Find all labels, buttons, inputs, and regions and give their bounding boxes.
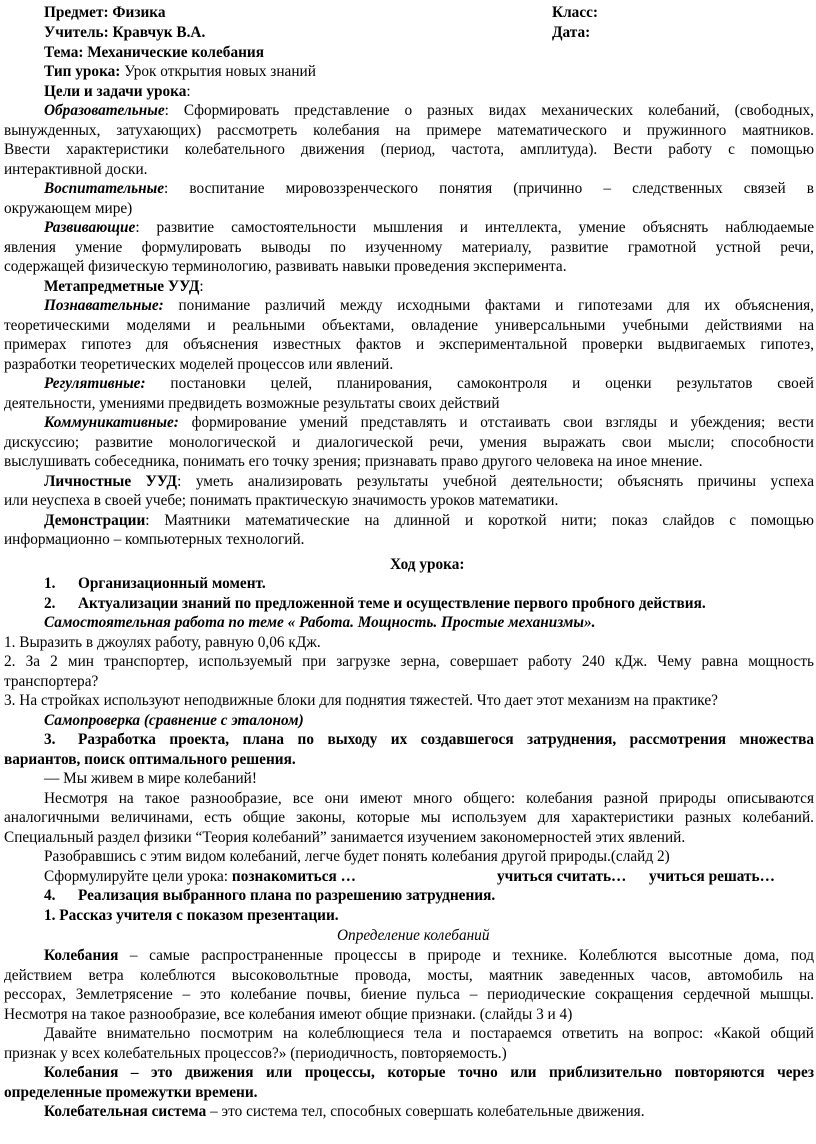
step-3-line-1 [44,730,814,750]
communicative-line-2: дискуссию; развитие монологической и диалогической речи, умения выражать свои мысли; способности [4,434,814,451]
communicative-line-3: выслушивать собеседника, понимать его точку зрения; признавать право другого человека на иное мнение. [4,453,703,470]
meta-heading [44,277,204,297]
oscillation-line-2: действием ветра колеблются высоковольтные провода, мосты, маятник заведенных часов, автомобиль на [4,967,814,984]
personal-line-1 [44,472,814,492]
system-line [44,1102,645,1122]
diversity-line-3: Специальный раздел физики “Теория колебаний” занимается изучением закономерностей этих явлений. [4,829,686,846]
task-2-line-1: 2. За 2 мин транспортер, используемый при загрузке зерна, совершает работу 240 кДж. Чему равна мощность [4,653,814,670]
lesson-type-key: Тип урока: [44,63,121,80]
topic-label: Тема: Механические колебания [44,44,264,61]
developing-line-3: содержащей физическую терминологию, развивать навыки проведения эксперимента. [4,258,567,275]
self-check: Самопроверка (сравнение с эталоном) [44,712,304,729]
step-4 [44,886,495,906]
lesson-type-value: Урок открытия новых знаний [120,63,316,80]
developing-line-1 [44,218,814,238]
educational-line-1 [44,101,814,121]
upbringing-text-1: : воспитание мировоззренческого понятия (причинно – следственных связей в [164,180,814,197]
communicative-key: Коммуникативные: [44,414,179,431]
step-3-text: Разработка проекта, плана по выходу их создавшегося затруднения, рассмотрения множества [78,731,814,748]
cognitive-key: Познавательные: [44,297,164,314]
communicative-line-1 [44,413,814,433]
teacher-label: Учитель: Кравчук В.А. [44,24,206,41]
formulate-line [44,867,356,887]
diversity-line-2: аналогичными величинами, есть общие законы, которые мы используем для характеристики разных колебаний. [4,809,814,826]
date-label: Дата: [552,24,591,41]
oscillation-line-3: рессорах, Землетрясение – это колебание почвы, биение пульса – периодические сокращения сердечной мышцы. [4,986,814,1003]
communicative-text-1: формирование умений представлять и отстаивать свои взгляды и убеждения; вести [178,414,814,431]
definition-heading: Определение колебаний [337,927,490,944]
educational-key: Образовательные [44,102,165,119]
diversity-line-1: Несмотря на такое разнообразие, все они имеют много общего: колебания разной природы описываются [44,790,814,807]
system-text: – это система тел, способных совершать колебательные движения. [206,1103,645,1120]
cognitive-text-1: понимание различий между исходными фактами и гипотезами для их объяснения, [163,297,814,314]
step-2 [44,594,706,614]
oscillation-text-1: – самые распространенные процессы в природе и технике. Колеблются высотные дома, под [118,947,814,964]
step-3-line-2: вариантов, поиск оптимального решения. [4,751,296,768]
definition-line-2: определенные промежутки времени. [4,1084,258,1101]
educational-line-2: вынужденных, затухающих) рассмотреть колебания на примере математического и пружинного маятников. [4,122,814,139]
step-1-num: 1. [44,575,56,592]
oscillation-key: Колебания [44,947,119,964]
independent-work: Самостоятельная работа по теме « Работа. Мощность. Простые механизмы». [44,614,596,631]
look-line-2: признак у всех колебательных процессов?» (периодичность, повторяемость.) [4,1045,507,1062]
demo-line-1 [44,511,814,531]
upbringing-line-2: окружающем мире) [4,200,133,217]
developing-text-1: : развитие самостоятельности мышления и интеллекта, умение объяснять наблюдаемые [135,219,814,236]
developing-line-2: явления умение формулировать выводы по изученному материалу, развитие грамотной устной речи, [4,239,814,256]
formulate-goal-3: учиться решать… [649,868,775,885]
oscillation-line-1 [44,946,814,966]
educational-line-3: Ввести характеристики колебательного движения (период, частота, амплитуда). Вести работу с помощью [4,141,814,158]
task-3: 3. На стройках используют неподвижные блоки для поднятия тяжестей. Что дает этот механизм на практике? [4,692,718,709]
personal-line-2: или неуспеха в своей учебе; понимать практическую значимость уроков математики. [4,492,559,509]
upbringing-key: Воспитательные [44,180,165,197]
understand-line: Разобравшись с этим видом колебаний, легче будет понять колебания другой природы.(слайд 2) [44,848,670,865]
educational-line-4: интерактивной доски. [4,161,148,178]
regulatory-key: Регулятивные: [44,375,146,392]
regulatory-line-2: деятельности, умениями предвидеть возможные результаты своих действий [4,395,500,412]
educational-text-1: : Сформировать представление о разных видах механических колебаний, (свободных, [164,102,814,119]
class-label: Класс: [552,4,598,21]
dash-line: — Мы живем в мире колебаний! [44,770,257,787]
look-line-1: Давайте внимательно посмотрим на колеблющиеся тела и постараемся ответить на вопрос: «Какой общий [44,1025,814,1042]
subject-label: Предмет: Физика [44,4,166,21]
goals-heading-text: Цели и задачи урока [44,83,187,100]
lesson-type-line [44,62,316,82]
demo-line-2: информационно – компьютерных технологий. [4,531,305,548]
personal-key: Личностные УУД [44,473,178,490]
cognitive-line-3: примерах гипотез для объяснения известных фактов и экспериментальной проверки выдвигаемых гипотез, [4,336,814,353]
regulatory-line-1 [44,374,814,394]
personal-text-1: : уметь анализировать результаты учебной деятельности; объяснять причины успеха [177,473,814,490]
goals-heading [44,82,191,102]
meta-heading-colon: : [199,278,204,295]
task-1: 1. Выразить в джоулях работу, равную 0,06 кДж. [4,634,321,651]
step-3-num: 3. [44,731,56,748]
cognitive-line-1 [44,296,814,316]
upbringing-line-1 [44,179,814,199]
meta-heading-text: Метапредметные УУД [44,278,200,295]
step-1-text: Организационный момент. [78,575,266,592]
story-line: 1. Рассказ учителя с показом презентации. [44,907,339,924]
step-1 [44,574,266,594]
system-key: Колебательная система [44,1103,207,1120]
demo-key: Демонстрации [44,512,146,529]
step-4-num: 4. [44,887,56,904]
developing-key: Развивающие [44,219,136,236]
formulate-goal-1: познакомиться … [231,868,356,885]
cognitive-line-2: теоретическими моделями и реальными объектами, овладение универсальными учебными действиями на [4,317,814,334]
definition-line-1: Колебания – это движения или процессы, которые точно или приблизительно повторяются через [44,1064,814,1081]
regulatory-text-1: постановки целей, планирования, самоконтроля и оценки результатов своей [145,375,814,392]
step-2-num: 2. [44,595,56,612]
formulate-pre: Сформулируйте цели урока: [44,868,232,885]
step-2-text: Актуализации знаний по предложенной теме и осуществление первого пробного действия. [78,595,706,612]
demo-text-1: : Маятники математические на длинной и короткой нити; показ слайдов с помощью [145,512,814,529]
cognitive-line-4: разработки теоретических моделей процессов или явлений. [4,356,394,373]
course-heading: Ход урока: [390,556,465,573]
goals-heading-colon: : [186,83,191,100]
oscillation-line-4: Несмотря на такое разнообразие, все колебания имеют общие признаки. (слайды 3 и 4) [4,1006,573,1023]
task-2-line-2: транспортера? [4,673,99,690]
formulate-goal-2: учиться считать… [497,868,627,885]
step-4-text: Реализация выбранного плана по разрешению затруднения. [78,887,496,904]
